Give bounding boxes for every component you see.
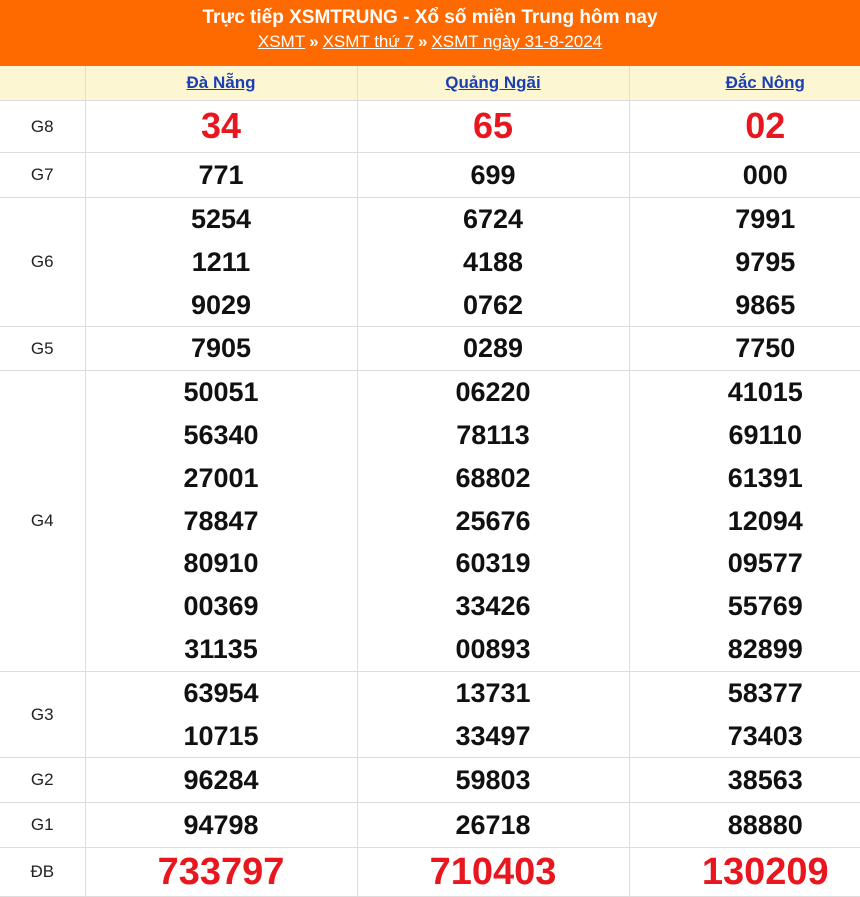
result-number: 78847	[86, 500, 357, 543]
result-number: 06220	[358, 371, 629, 414]
result-number: 61391	[630, 457, 860, 500]
result-number: 50051	[86, 371, 357, 414]
breadcrumb-link-xsmt-thu-7[interactable]: XSMT thứ 7	[323, 32, 414, 51]
result-number: 26718	[358, 804, 629, 847]
result-number: 56340	[86, 414, 357, 457]
result-number: 63954	[86, 672, 357, 715]
result-cell	[85, 671, 357, 758]
result-cell	[357, 101, 629, 153]
result-number: 00893	[358, 628, 629, 671]
result-number: 7905	[86, 327, 357, 370]
result-cell	[629, 371, 860, 672]
province-link-dac-nong[interactable]: Đắc Nông	[726, 73, 805, 92]
result-number: 73403	[630, 715, 860, 758]
result-number: 41015	[630, 371, 860, 414]
result-cell	[629, 758, 860, 803]
prize-label: G1	[0, 803, 85, 848]
result-number: 82899	[630, 628, 860, 671]
result-number: 38563	[630, 759, 860, 802]
result-cell	[629, 803, 860, 848]
result-cell	[85, 803, 357, 848]
breadcrumb-separator: »	[309, 32, 318, 51]
result-number: 27001	[86, 457, 357, 500]
page-title: Trực tiếp XSMTRUNG - Xổ số miền Trung hôm nay	[0, 6, 860, 30]
special-prize-number: 710403	[358, 851, 629, 894]
result-number: 000	[630, 154, 860, 197]
prize-row-g1	[0, 803, 860, 848]
result-cell	[629, 671, 860, 758]
province-link-quang-ngai[interactable]: Quảng Ngãi	[445, 73, 540, 92]
result-number: 34	[86, 105, 357, 148]
result-number: 33497	[358, 715, 629, 758]
result-number: 13731	[358, 672, 629, 715]
result-number: 78113	[358, 414, 629, 457]
prize-row-g6	[0, 198, 860, 327]
province-header-row	[0, 66, 860, 101]
result-number: 31135	[86, 628, 357, 671]
prize-label: G7	[0, 153, 85, 198]
result-cell	[629, 198, 860, 327]
result-cell	[357, 371, 629, 672]
result-number: 9795	[630, 241, 860, 284]
result-number: 68802	[358, 457, 629, 500]
result-number: 699	[358, 154, 629, 197]
result-number: 0289	[358, 327, 629, 370]
prize-row-g2	[0, 758, 860, 803]
breadcrumb-separator: »	[418, 32, 427, 51]
prize-row-g3	[0, 671, 860, 758]
result-cell	[629, 848, 860, 897]
special-prize-number: 130209	[630, 851, 860, 894]
result-cell	[357, 803, 629, 848]
result-number: 96284	[86, 759, 357, 802]
prize-header-cell	[0, 66, 85, 101]
result-number: 00369	[86, 585, 357, 628]
result-number: 09577	[630, 542, 860, 585]
result-number: 771	[86, 154, 357, 197]
prize-row-g5	[0, 327, 860, 371]
result-cell	[85, 758, 357, 803]
prize-label: G3	[0, 671, 85, 758]
result-number: 88880	[630, 804, 860, 847]
page-header	[0, 0, 860, 66]
result-cell	[629, 327, 860, 371]
prize-label: G6	[0, 198, 85, 327]
prize-label: G5	[0, 327, 85, 371]
result-cell	[85, 327, 357, 371]
result-cell	[357, 153, 629, 198]
result-number: 59803	[358, 759, 629, 802]
result-cell	[85, 848, 357, 897]
special-prize-number: 733797	[86, 851, 357, 894]
result-cell	[85, 101, 357, 153]
result-cell	[629, 153, 860, 198]
result-cell	[357, 848, 629, 897]
breadcrumb-link-xsmt-date[interactable]: XSMT ngày 31-8-2024	[431, 32, 602, 51]
result-number: 12094	[630, 500, 860, 543]
result-number: 9865	[630, 284, 860, 327]
result-number: 80910	[86, 542, 357, 585]
province-header-cell	[85, 66, 357, 101]
result-number: 60319	[358, 542, 629, 585]
prize-label: G2	[0, 758, 85, 803]
breadcrumb	[0, 30, 860, 54]
prize-row-g8	[0, 101, 860, 153]
result-cell	[85, 153, 357, 198]
result-number: 4188	[358, 241, 629, 284]
result-cell	[357, 327, 629, 371]
result-cell	[85, 371, 357, 672]
result-number: 33426	[358, 585, 629, 628]
result-number: 55769	[630, 585, 860, 628]
prize-label: ĐB	[0, 848, 85, 897]
result-number: 58377	[630, 672, 860, 715]
result-number: 0762	[358, 284, 629, 327]
results-table	[0, 66, 860, 897]
result-number: 69110	[630, 414, 860, 457]
province-header-cell	[357, 66, 629, 101]
breadcrumb-link-xsmt[interactable]: XSMT	[258, 32, 305, 51]
result-cell	[85, 198, 357, 327]
result-number: 9029	[86, 284, 357, 327]
result-cell	[357, 198, 629, 327]
result-number: 5254	[86, 198, 357, 241]
result-number: 94798	[86, 804, 357, 847]
result-cell	[629, 101, 860, 153]
prize-row-g7	[0, 153, 860, 198]
result-number: 10715	[86, 715, 357, 758]
result-number: 7750	[630, 327, 860, 370]
result-cell	[357, 758, 629, 803]
result-cell	[357, 671, 629, 758]
prize-label: G4	[0, 371, 85, 672]
result-number: 6724	[358, 198, 629, 241]
prize-label: G8	[0, 101, 85, 153]
result-number: 02	[630, 105, 860, 148]
result-number: 65	[358, 105, 629, 148]
result-number: 7991	[630, 198, 860, 241]
province-link-da-nang[interactable]: Đà Nẵng	[187, 73, 256, 92]
province-header-cell	[629, 66, 860, 101]
result-number: 25676	[358, 500, 629, 543]
result-number: 1211	[86, 241, 357, 284]
prize-row-g4	[0, 371, 860, 672]
prize-row-special	[0, 848, 860, 897]
